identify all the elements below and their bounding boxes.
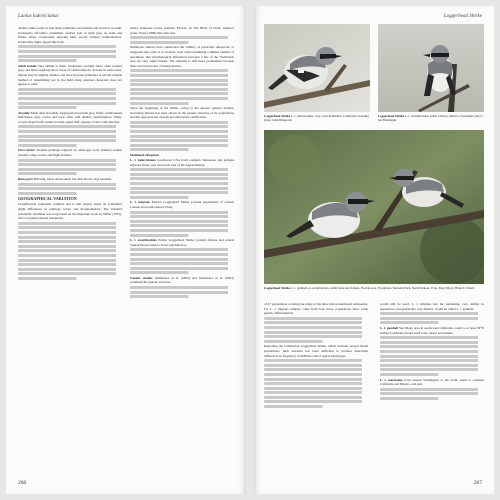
running-head-left: Lanius ludovicianus	[18, 14, 59, 19]
photo-caption-2: Loggerhead Shrike L. l. excubitorides, Adult, Ottawa, Mexico, November (Nov) Ian Brannigan.	[378, 114, 483, 123]
paragraph: L. l. mexicanus from eastern Washington to the north, south to southern California and Mexico, and east.	[380, 377, 484, 387]
photo-caption-3: Loggerhead Shrike L. l. gambeli or excubitorides, Adult male and female, Florida area, Everglades National Park, North Dakota, USA, May (May). Brian E. Small.	[264, 286, 475, 290]
paragraph: L. l. migrans Eastern Loggerhead Shrike (central populations of eastern Canada and north-eastern USA).	[130, 200, 234, 209]
shrike-photo-1	[264, 24, 370, 112]
paragraph: L. l. excubitorides Prairie Loggerhead Shrike (central Alberta and central Saskatchewan south to Texas and Mexico).	[130, 238, 234, 247]
shrike-photo-3	[264, 130, 484, 284]
section-heading: GEOGRAPHICAL VARIATION	[18, 195, 77, 201]
photo-shrike-perched-right	[378, 24, 484, 112]
paragraph: L. l. ludovicianus (south-east USA from southern Tennessee and perhaps adjacent Texas, east and north, east of the Appalachians).	[130, 158, 234, 167]
right-column-2	[380, 302, 484, 478]
paragraph: Numerous authors have questioned the validity of particular subspecies or suggested new ones. It is obvious, even when examining a limited number of specimens, that morphological differences between a few of the 'traditional' taxa are very slight indeed. The situation is still more problematic because there are broad zones of intergradation.	[130, 45, 234, 68]
paragraph: Bare parts Bill long, black and hooked; iris dark brown; legs blackish.	[18, 177, 112, 181]
paragraph: Since the beginning of the 2000s, owing to the species' general decline, increasing interest has been shown in the genetic structure of its populations and this approach has already provided some clarification.	[130, 106, 234, 120]
paragraph: would still be used. L. l. migrans has the remaining, very similar in appearance, but genetically very distinct, would be called L. l. gambeli.	[380, 302, 484, 311]
paragraph: distinct white patch on base inner primaries; secondaries and rectrices as adult. Underparts off-white; sometimes washed pale or light grey on sides and flanks. Irises occasionally showing faint, poorly defined vermiculations. Underwing slight, tipped like back.	[18, 26, 122, 44]
page-number-left: 266	[18, 480, 27, 486]
paragraph: Juvenile Mask dark brownish. Upperparts brownish grey, finely vermiculated buff/darker grey, crown and back often with distinct vermiculation. Wing-coverts tipped buff; tertials broadly edged buff; greater coverts with pale tips.	[18, 110, 122, 124]
left-column-1	[18, 26, 122, 478]
shrike-photo-2	[378, 24, 484, 112]
running-head-right: Loggerhead Shrike	[443, 14, 482, 19]
left-column-2	[130, 26, 234, 478]
paragraph: L. l. gambeli San Diego area in south-west California, south to at least 30°N in Baja California except Gulf coast, desert and islands.	[380, 325, 484, 335]
paragraph: Adult female Very similar to male. Underparts possibly more often washed grey, and more regularly show traces of vermiculations. At least in some areas, female may be slightly smaller, and have browner primaries. A wholly reliable method of determining sex in the field using external characters does not appear to exist.	[18, 63, 122, 87]
photo-shrike-perched-left	[264, 24, 370, 112]
right-column-1	[264, 302, 368, 478]
paragraph: Classification somewhat complex and is still largely based on sometimes slight differences in plumage colour and morphometrics. The standard systematic treatment was long based on the important work by Miller (1931), who recognised eleven subspecies.	[18, 202, 122, 221]
subsection-heading: Mainland subspecies	[130, 153, 160, 158]
photo-caption-1: Loggerhead Shrike L. l. ludovicianus, very worn individual, California, breeding (Jun). John Ringwald.	[264, 114, 369, 123]
paragraph: Genetic studies Vallianatos et al. (2002) and Vallianatos et al. (2001) examined the genetic structure.	[130, 275, 234, 285]
paragraph: Regarding the Californian Loggerhead Shrike, which includes several island populations, their isolation has been sufficient to produce detectable differences in frequency of mtDNA control region haplotypes.	[264, 344, 368, 358]
right-page	[254, 6, 494, 494]
paragraph: of 27 populations covering the range of the three above-mentioned subspecies. For L. l. migrans samples come from four areas; populations show some genetic differentiation.	[264, 302, 368, 316]
left-page	[6, 6, 246, 494]
paragraph: added numerous forms southern Florida. In The Birds of North America series, Yosef (1996) lists nine taxa.	[130, 26, 234, 35]
photo-shrikes-pair	[264, 130, 484, 284]
paragraph: First-winter Juvenile plumage replaced by adult-type body feathers; retains juvenile wing-coverts and flight feathers.	[18, 148, 122, 158]
page-number-right: 267	[473, 480, 482, 486]
